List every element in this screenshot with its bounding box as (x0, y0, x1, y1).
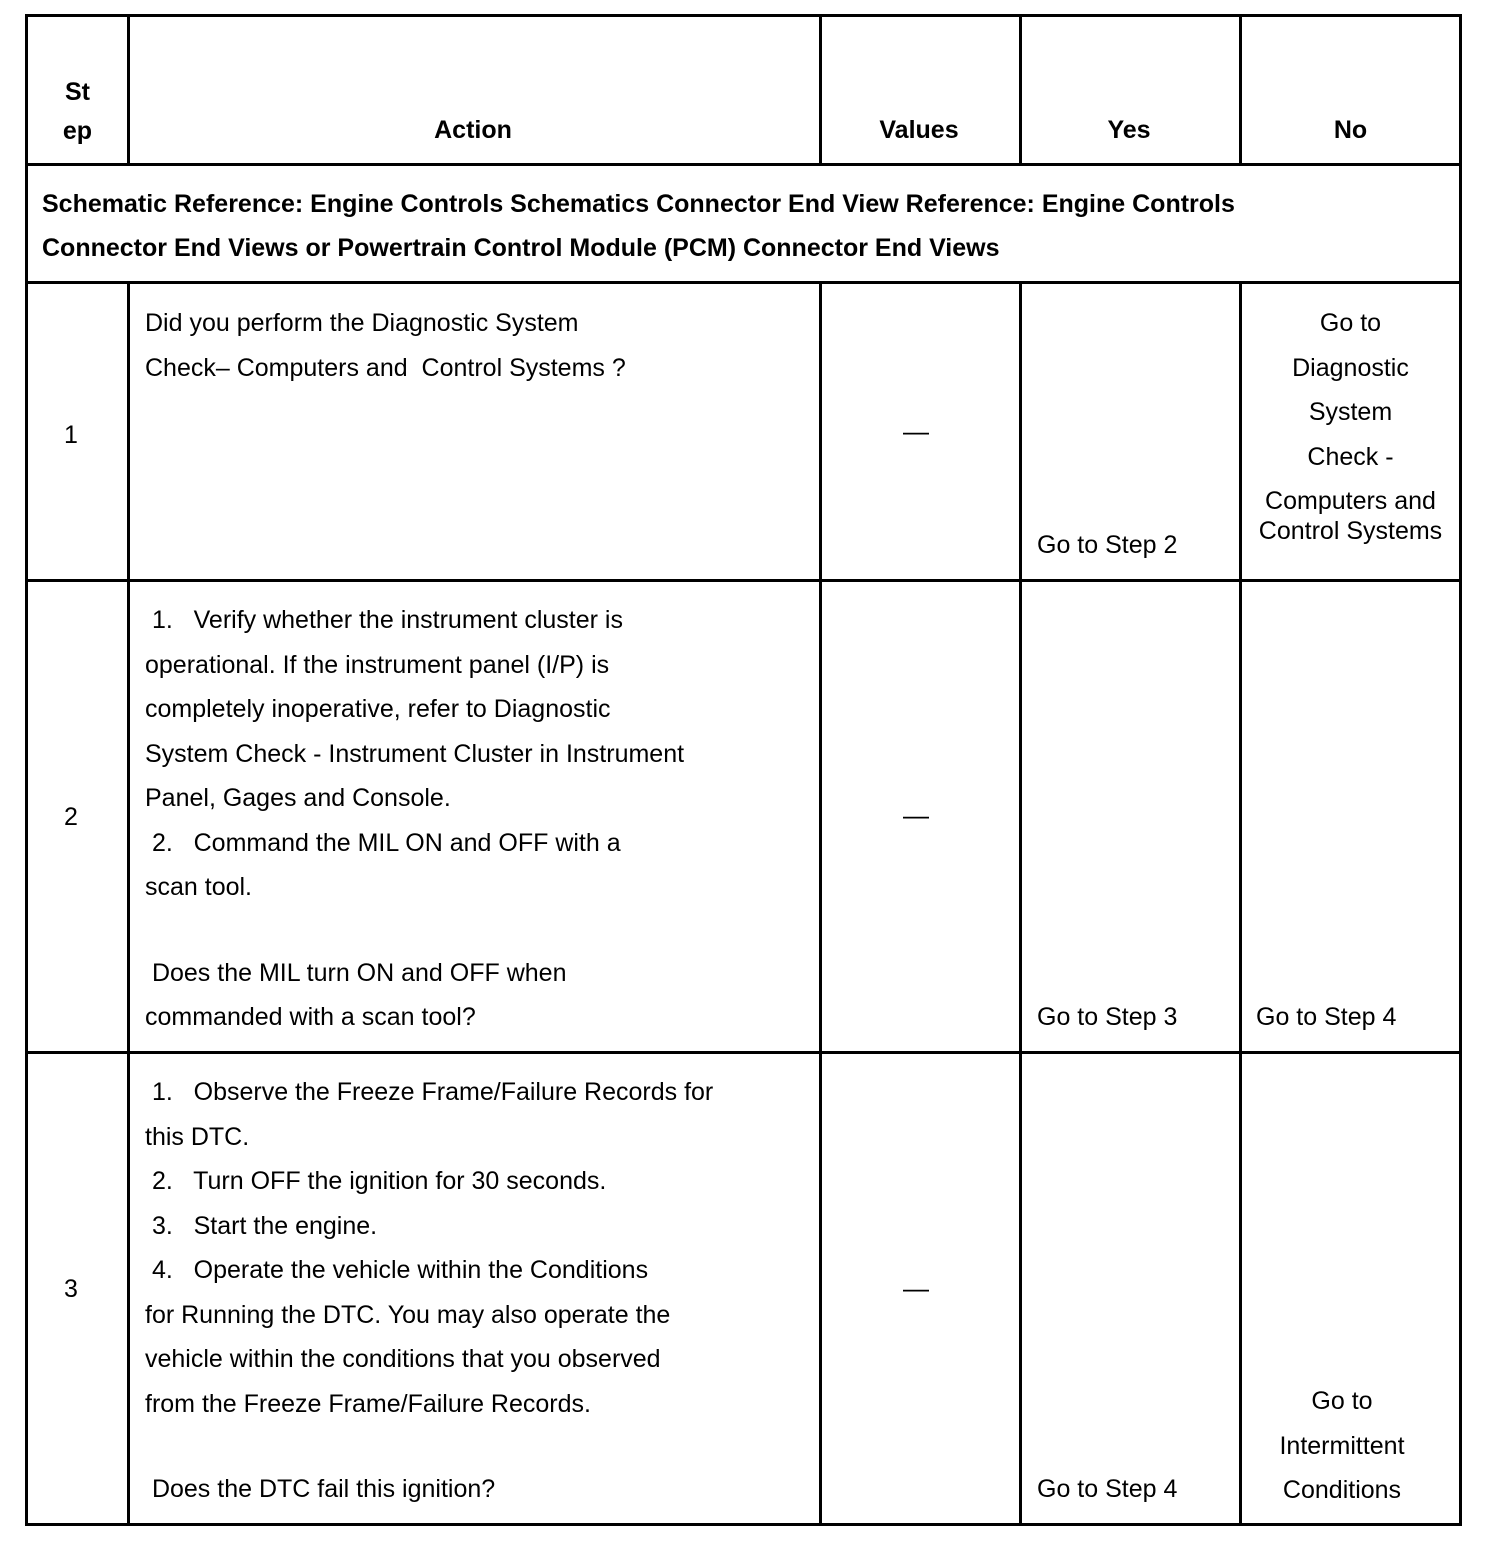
header-values: Values (879, 116, 959, 144)
row-1-values: — (903, 416, 929, 446)
row-3-action-line: this DTC. (145, 1122, 250, 1151)
row-2-action-line: commanded with a scan tool? (145, 1003, 476, 1031)
row-3-action-line: 3. Start the engine. (145, 1211, 378, 1240)
row-2-action-line: Does the MIL turn ON and OFF when (145, 958, 567, 987)
row-1-step: 1 (64, 421, 78, 449)
row-3-action-line: 4. Operate the vehicle within the Conditions (145, 1256, 649, 1284)
row-2-divider (28, 1051, 1459, 1054)
row-3-action-line: for Running the DTC. You may also operate the (145, 1300, 671, 1329)
header-step-line1: St (65, 78, 90, 106)
row-1-no-line: Control Systems (1258, 517, 1443, 545)
col-divider-action-body (819, 281, 822, 1526)
row-3-no-line: Intermittent (1279, 1431, 1405, 1460)
row-3-action-line: from the Freeze Frame/Failure Records. (145, 1389, 591, 1418)
row-1-action-line: Did you perform the Diagnostic System (145, 309, 579, 337)
header-no: No (1333, 116, 1368, 144)
row-2-action-line: completely inoperative, refer to Diagnostic (145, 695, 611, 723)
row-3-no-line: Conditions (1282, 1476, 1402, 1504)
reference-line2: Connector End Views or Powertrain Control Module (PCM) Connector End Views (42, 234, 1000, 262)
header-yes: Yes (1107, 116, 1151, 144)
row-3-action-line: 1. Observe the Freeze Frame/Failure Records for (145, 1078, 714, 1106)
row-1-no-line: Check - (1307, 442, 1394, 471)
row-2-yes: Go to Step 3 (1037, 1003, 1178, 1031)
row-1-action (145, 301, 805, 390)
row-2-action-line: 2. Command the MIL ON and OFF with a (145, 828, 621, 857)
row-2-action-line: 1. Verify whether the instrument cluster is (145, 606, 623, 634)
row-3-no (1239, 1379, 1445, 1513)
row-2-step: 2 (64, 803, 78, 831)
reference-divider (28, 281, 1459, 284)
row-2-action-line: operational. If the instrument panel (I/P) is (145, 650, 610, 679)
row-2-action (145, 598, 815, 1040)
row-3-yes: Go to Step 4 (1037, 1475, 1178, 1503)
header-action: Action (434, 116, 512, 144)
row-1-no-line: Diagnostic (1292, 353, 1409, 382)
row-1-no-line: Computers and (1265, 487, 1436, 515)
header-divider (28, 163, 1459, 166)
row-3-action-line: 2. Turn OFF the ignition for 30 seconds. (145, 1167, 607, 1195)
row-2-action-line (145, 910, 815, 951)
row-3-action-line (145, 1426, 815, 1467)
diagnostic-table (25, 14, 1462, 1526)
row-1-action-line: Check– Computers and Control Systems ? (145, 353, 626, 382)
row-2-no: Go to Step 4 (1256, 1003, 1397, 1031)
row-1-no-line: Go to (1319, 309, 1382, 337)
reference-text (42, 182, 1452, 270)
col-divider-step-body (127, 281, 130, 1526)
row-2-values: — (903, 800, 929, 830)
row-3-step: 3 (64, 1275, 78, 1303)
row-2-action-line: Panel, Gages and Console. (145, 784, 451, 812)
row-2-action-line: System Check - Instrument Cluster in Instrument (145, 739, 685, 768)
header-step (28, 73, 127, 151)
row-1-no-line: System (1308, 398, 1393, 426)
row-3-no-line: Go to (1311, 1387, 1373, 1415)
row-3-action-line: vehicle within the conditions that you observed (145, 1345, 661, 1373)
col-divider-values-body (1019, 281, 1022, 1526)
header-step-line2: ep (62, 117, 93, 145)
row-3-action-line: Does the DTC fail this ignition? (145, 1475, 496, 1503)
reference-line1: Schematic Reference: Engine Controls Schematics Connector End View Reference: Engine Controls (42, 190, 1235, 218)
row-3-action (145, 1070, 815, 1512)
row-1-divider (28, 579, 1459, 582)
row-1-yes: Go to Step 2 (1037, 531, 1178, 559)
row-1-no (1239, 301, 1462, 546)
row-3-values: — (903, 1273, 929, 1303)
row-2-action-line: scan tool. (145, 873, 253, 901)
